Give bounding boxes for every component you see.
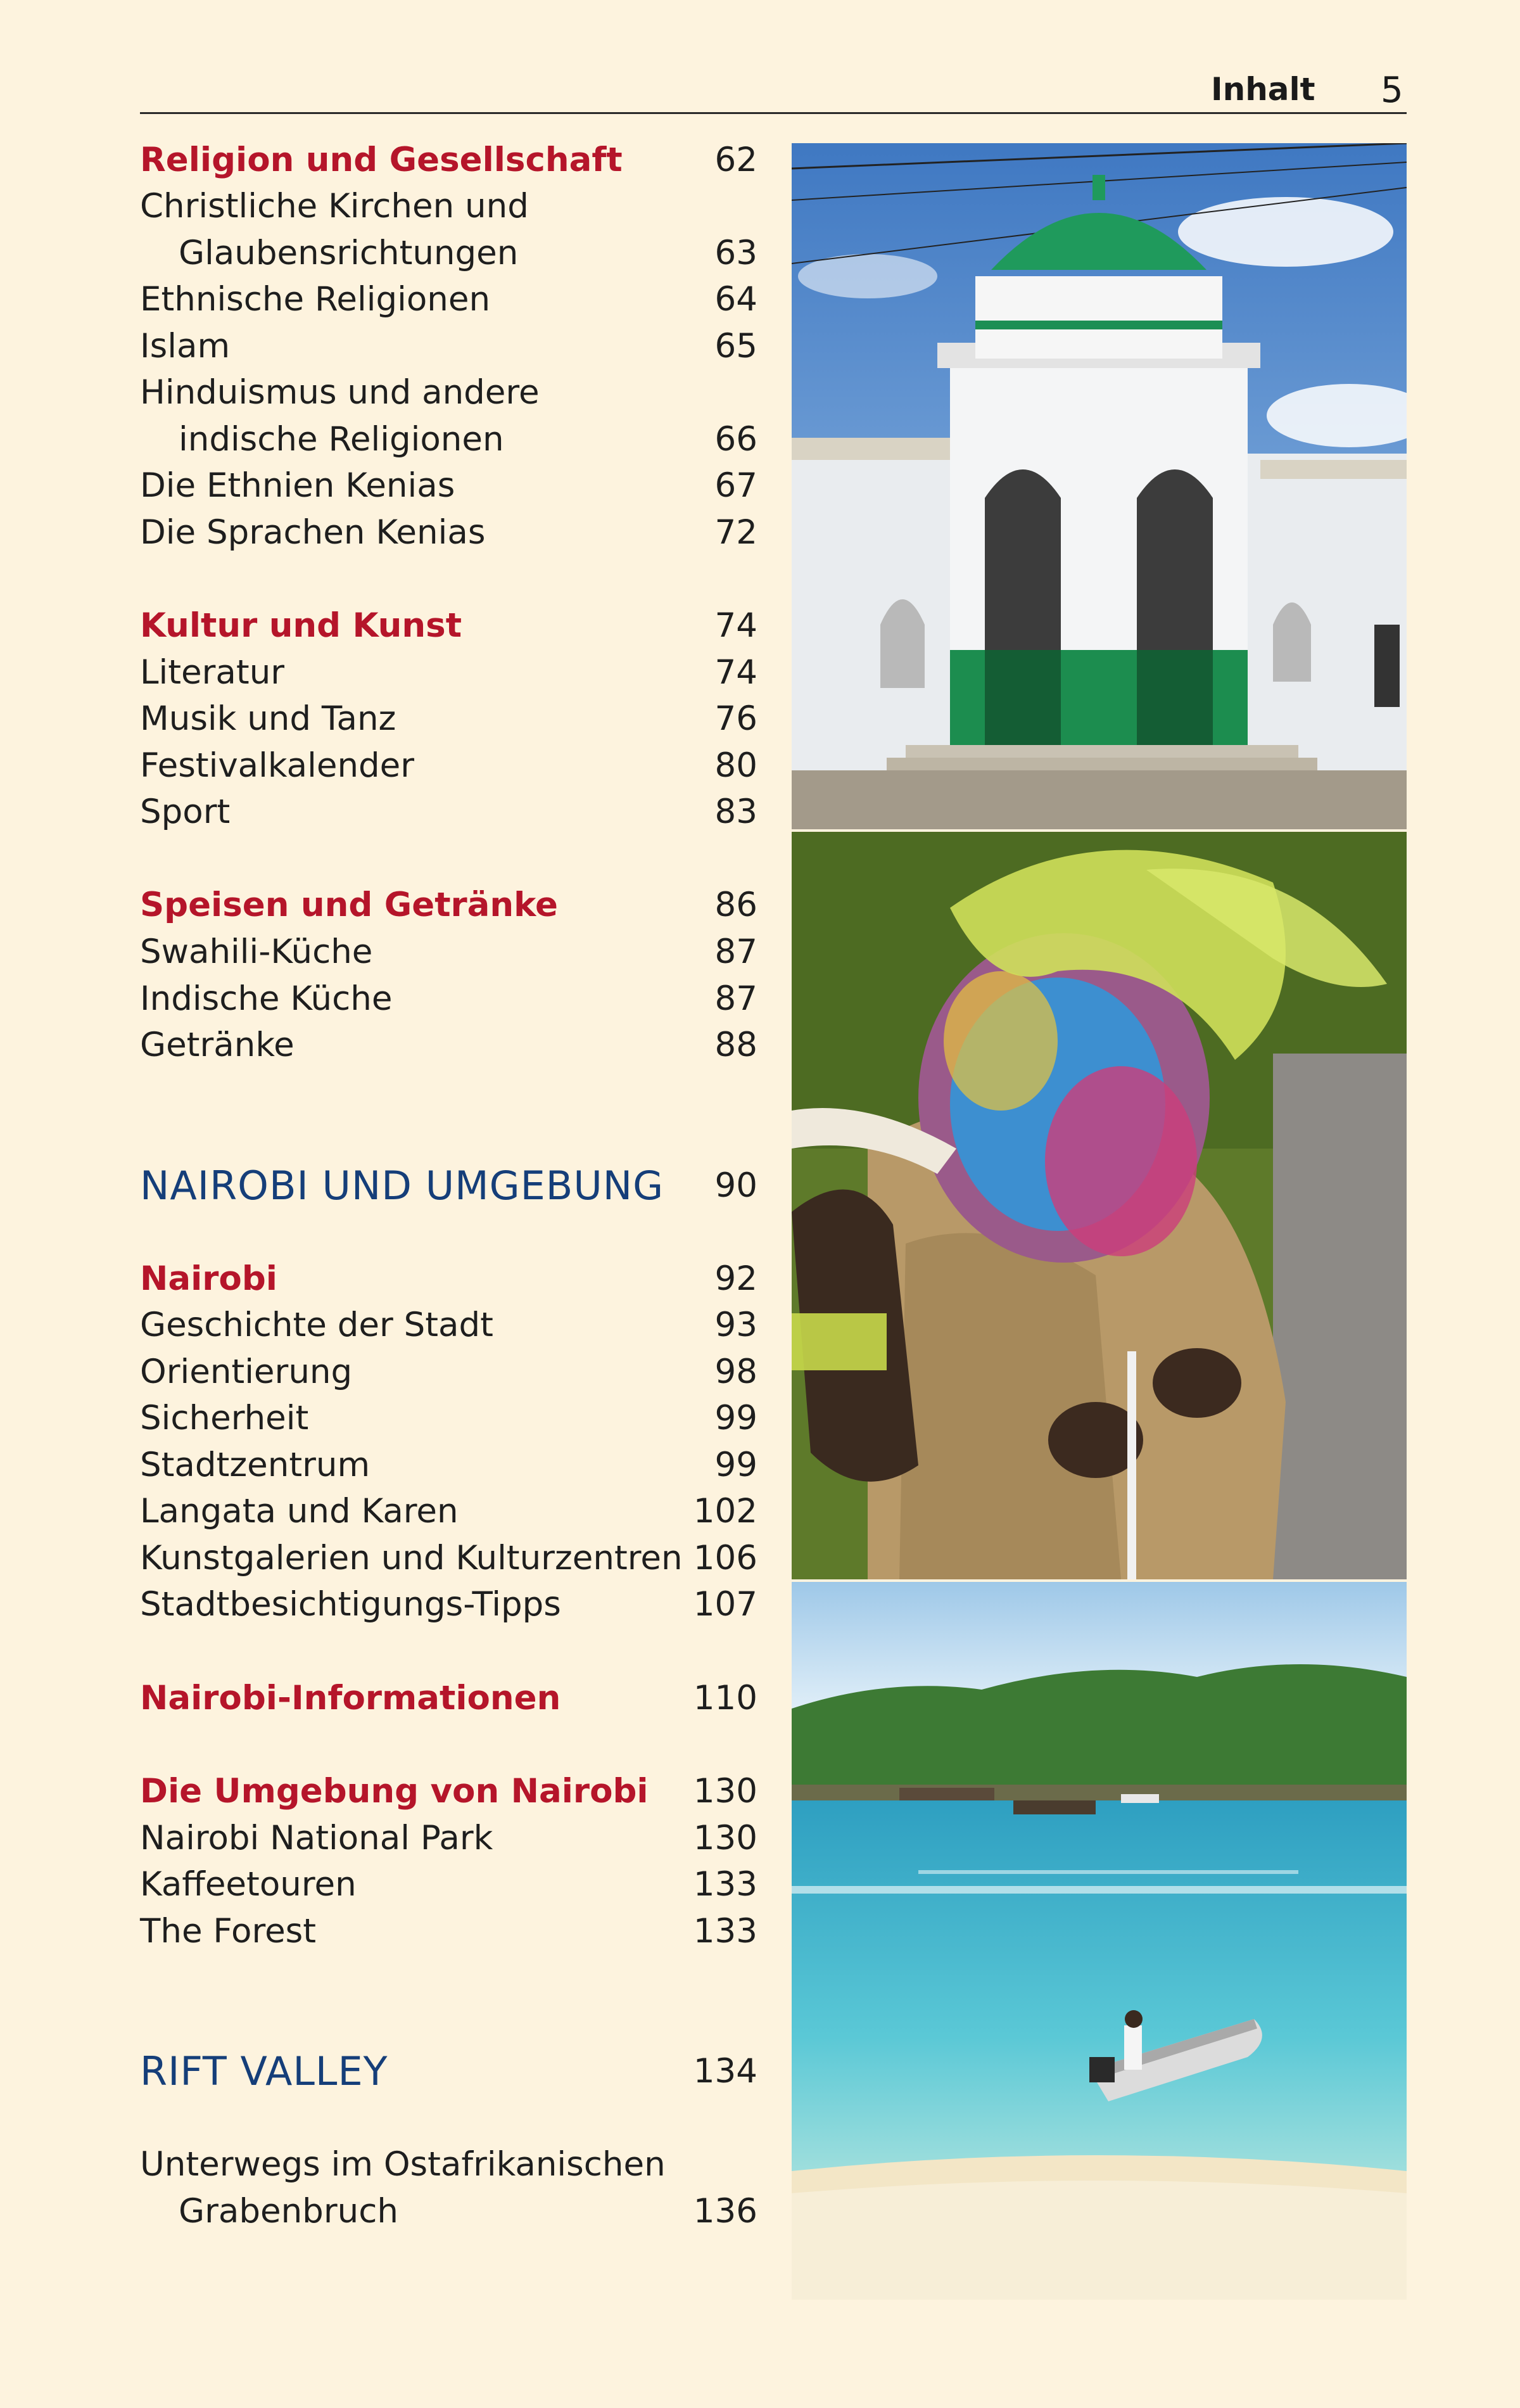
toc-item[interactable]: [140, 323, 757, 370]
toc-entry-title: Kaffeetouren: [140, 1865, 357, 1904]
toc-entry-title: Kunstgalerien und Kulturzentren: [140, 1539, 683, 1577]
toc-chapter[interactable]: [140, 2048, 757, 2095]
toc-entry-page: 99: [714, 1446, 757, 1484]
toc-entry-title: RIFT VALLEY: [140, 2048, 388, 2094]
toc-entry-page: 110: [693, 1679, 757, 1717]
toc-entry-title: Stadtzentrum: [140, 1446, 370, 1484]
toc-entry-page: 67: [714, 466, 757, 505]
toc-entry-page: 98: [714, 1353, 757, 1391]
masked-dancer-photo: [792, 832, 1407, 1579]
toc-entry-title: Indische Küche: [140, 979, 393, 1018]
toc-entry-page: 106: [693, 1539, 757, 1577]
toc-entry-page: 130: [693, 1772, 757, 1811]
toc-item[interactable]: [140, 1302, 757, 1349]
toc-entry-page: 87: [714, 979, 757, 1018]
page-number: 5: [1381, 70, 1403, 111]
toc-item[interactable]: [140, 649, 757, 696]
toc-item[interactable]: [140, 1022, 757, 1069]
toc-entry-page: 107: [693, 1585, 757, 1624]
toc-entry-title: Kultur und Kunst: [140, 606, 462, 645]
toc-item[interactable]: [140, 1442, 757, 1489]
toc-entry-page: 133: [693, 1912, 757, 1951]
toc-entry-page: 134: [693, 2052, 757, 2091]
toc-entry-title: NAIROBI UND UMGEBUNG: [140, 1163, 664, 1209]
toc-section[interactable]: [140, 882, 757, 929]
toc-entry-title: Unterwegs im Ostafrikanischen: [140, 2145, 666, 2184]
toc-item[interactable]: [140, 2141, 757, 2188]
toc-entry-title: Die Umgebung von Nairobi: [140, 1772, 649, 1811]
toc-item[interactable]: [140, 1395, 757, 1442]
toc-chapter[interactable]: [140, 1163, 757, 1209]
toc-item[interactable]: [140, 369, 757, 416]
toc-entry-title: Grabenbruch: [179, 2192, 398, 2231]
toc-section[interactable]: [140, 1675, 757, 1722]
toc-entry-page: 130: [693, 1819, 757, 1857]
toc-item[interactable]: [140, 1581, 757, 1628]
toc-entry-page: 99: [714, 1399, 757, 1437]
toc-entry-title: Nairobi National Park: [140, 1819, 493, 1857]
toc-entry-page: 76: [714, 699, 757, 738]
toc-item[interactable]: [140, 416, 757, 463]
toc-item[interactable]: [140, 183, 757, 230]
toc-item[interactable]: [140, 230, 757, 277]
toc-entry-title: Ethnische Religionen: [140, 280, 491, 319]
toc-entry-title: Getränke: [140, 1026, 294, 1064]
toc-entry-page: 74: [714, 606, 757, 645]
toc-entry-title: Geschichte der Stadt: [140, 1306, 493, 1344]
toc-entry-page: 74: [714, 653, 757, 692]
toc-entry-title: Nairobi: [140, 1259, 277, 1298]
toc-entry-title: Christliche Kirchen und: [140, 187, 529, 226]
toc-entry-page: 80: [714, 746, 757, 785]
toc-item[interactable]: [140, 1908, 757, 1955]
toc-entry-title: The Forest: [140, 1912, 317, 1951]
toc-entry-title: Stadtbesichtigungs-Tipps: [140, 1585, 561, 1624]
toc-entry-title: Orientierung: [140, 1353, 353, 1391]
toc-entry-page: 92: [714, 1259, 757, 1298]
toc-item[interactable]: [140, 696, 757, 742]
beach-boat-photo: [792, 1582, 1407, 2300]
toc-entry-page: 102: [693, 1492, 757, 1531]
toc-entry-page: 72: [714, 513, 757, 552]
toc-entry-page: 93: [714, 1306, 757, 1344]
toc-entry-page: 65: [714, 327, 757, 366]
running-header-title: Inhalt: [1211, 71, 1315, 108]
toc-item[interactable]: [140, 1861, 757, 1908]
toc-entry-title: Die Ethnien Kenias: [140, 466, 455, 505]
toc-entry-title: Langata und Karen: [140, 1492, 459, 1531]
toc-entry-title: Speisen und Getränke: [140, 886, 558, 924]
toc-item[interactable]: [140, 789, 757, 836]
toc-entry-title: Religion und Gesellschaft: [140, 141, 623, 179]
toc-entry-title: Festivalkalender: [140, 746, 415, 785]
toc-item[interactable]: [140, 976, 757, 1022]
header-rule: [140, 112, 1407, 114]
toc-entry-page: 136: [693, 2192, 757, 2231]
toc-item[interactable]: [140, 276, 757, 323]
toc-entry-title: Die Sprachen Kenias: [140, 513, 486, 552]
toc-section[interactable]: [140, 602, 757, 649]
toc-entry-title: Swahili-Küche: [140, 933, 373, 971]
toc-entry-title: Sicherheit: [140, 1399, 309, 1437]
toc-item[interactable]: [140, 462, 757, 509]
toc-entry-title: Hinduismus und andere: [140, 373, 540, 412]
toc-entry-page: 83: [714, 793, 757, 831]
toc-entry-title: Glaubensrichtungen: [179, 234, 519, 272]
toc-item[interactable]: [140, 742, 757, 789]
toc-item[interactable]: [140, 509, 757, 556]
mosque-photo: [792, 143, 1407, 829]
toc-entry-page: 62: [714, 141, 757, 179]
toc-section[interactable]: [140, 137, 757, 184]
toc-item[interactable]: [140, 1349, 757, 1396]
toc-item[interactable]: [140, 929, 757, 976]
toc-entry-page: 64: [714, 280, 757, 319]
toc-entry-page: 88: [714, 1026, 757, 1064]
toc-entry-page: 87: [714, 933, 757, 971]
toc-item[interactable]: [140, 1535, 757, 1582]
toc-entry-page: 86: [714, 886, 757, 924]
toc-entry-page: 90: [714, 1166, 757, 1205]
toc-section[interactable]: [140, 1256, 757, 1303]
toc-section[interactable]: [140, 1768, 757, 1815]
toc-entry-title: Nairobi-Informationen: [140, 1679, 561, 1717]
toc-entry-title: Sport: [140, 793, 231, 831]
toc-entry-title: indische Religionen: [179, 420, 504, 459]
toc-entry-page: 133: [693, 1865, 757, 1904]
toc-item[interactable]: [140, 1488, 757, 1535]
toc-entry-page: 66: [714, 420, 757, 459]
toc-item[interactable]: [140, 2188, 757, 2235]
toc-entry-title: Islam: [140, 327, 231, 366]
toc-entry-title: Musik und Tanz: [140, 699, 396, 738]
toc-entry-title: Literatur: [140, 653, 285, 692]
toc-item[interactable]: [140, 1815, 757, 1862]
toc-entry-page: 63: [714, 234, 757, 272]
